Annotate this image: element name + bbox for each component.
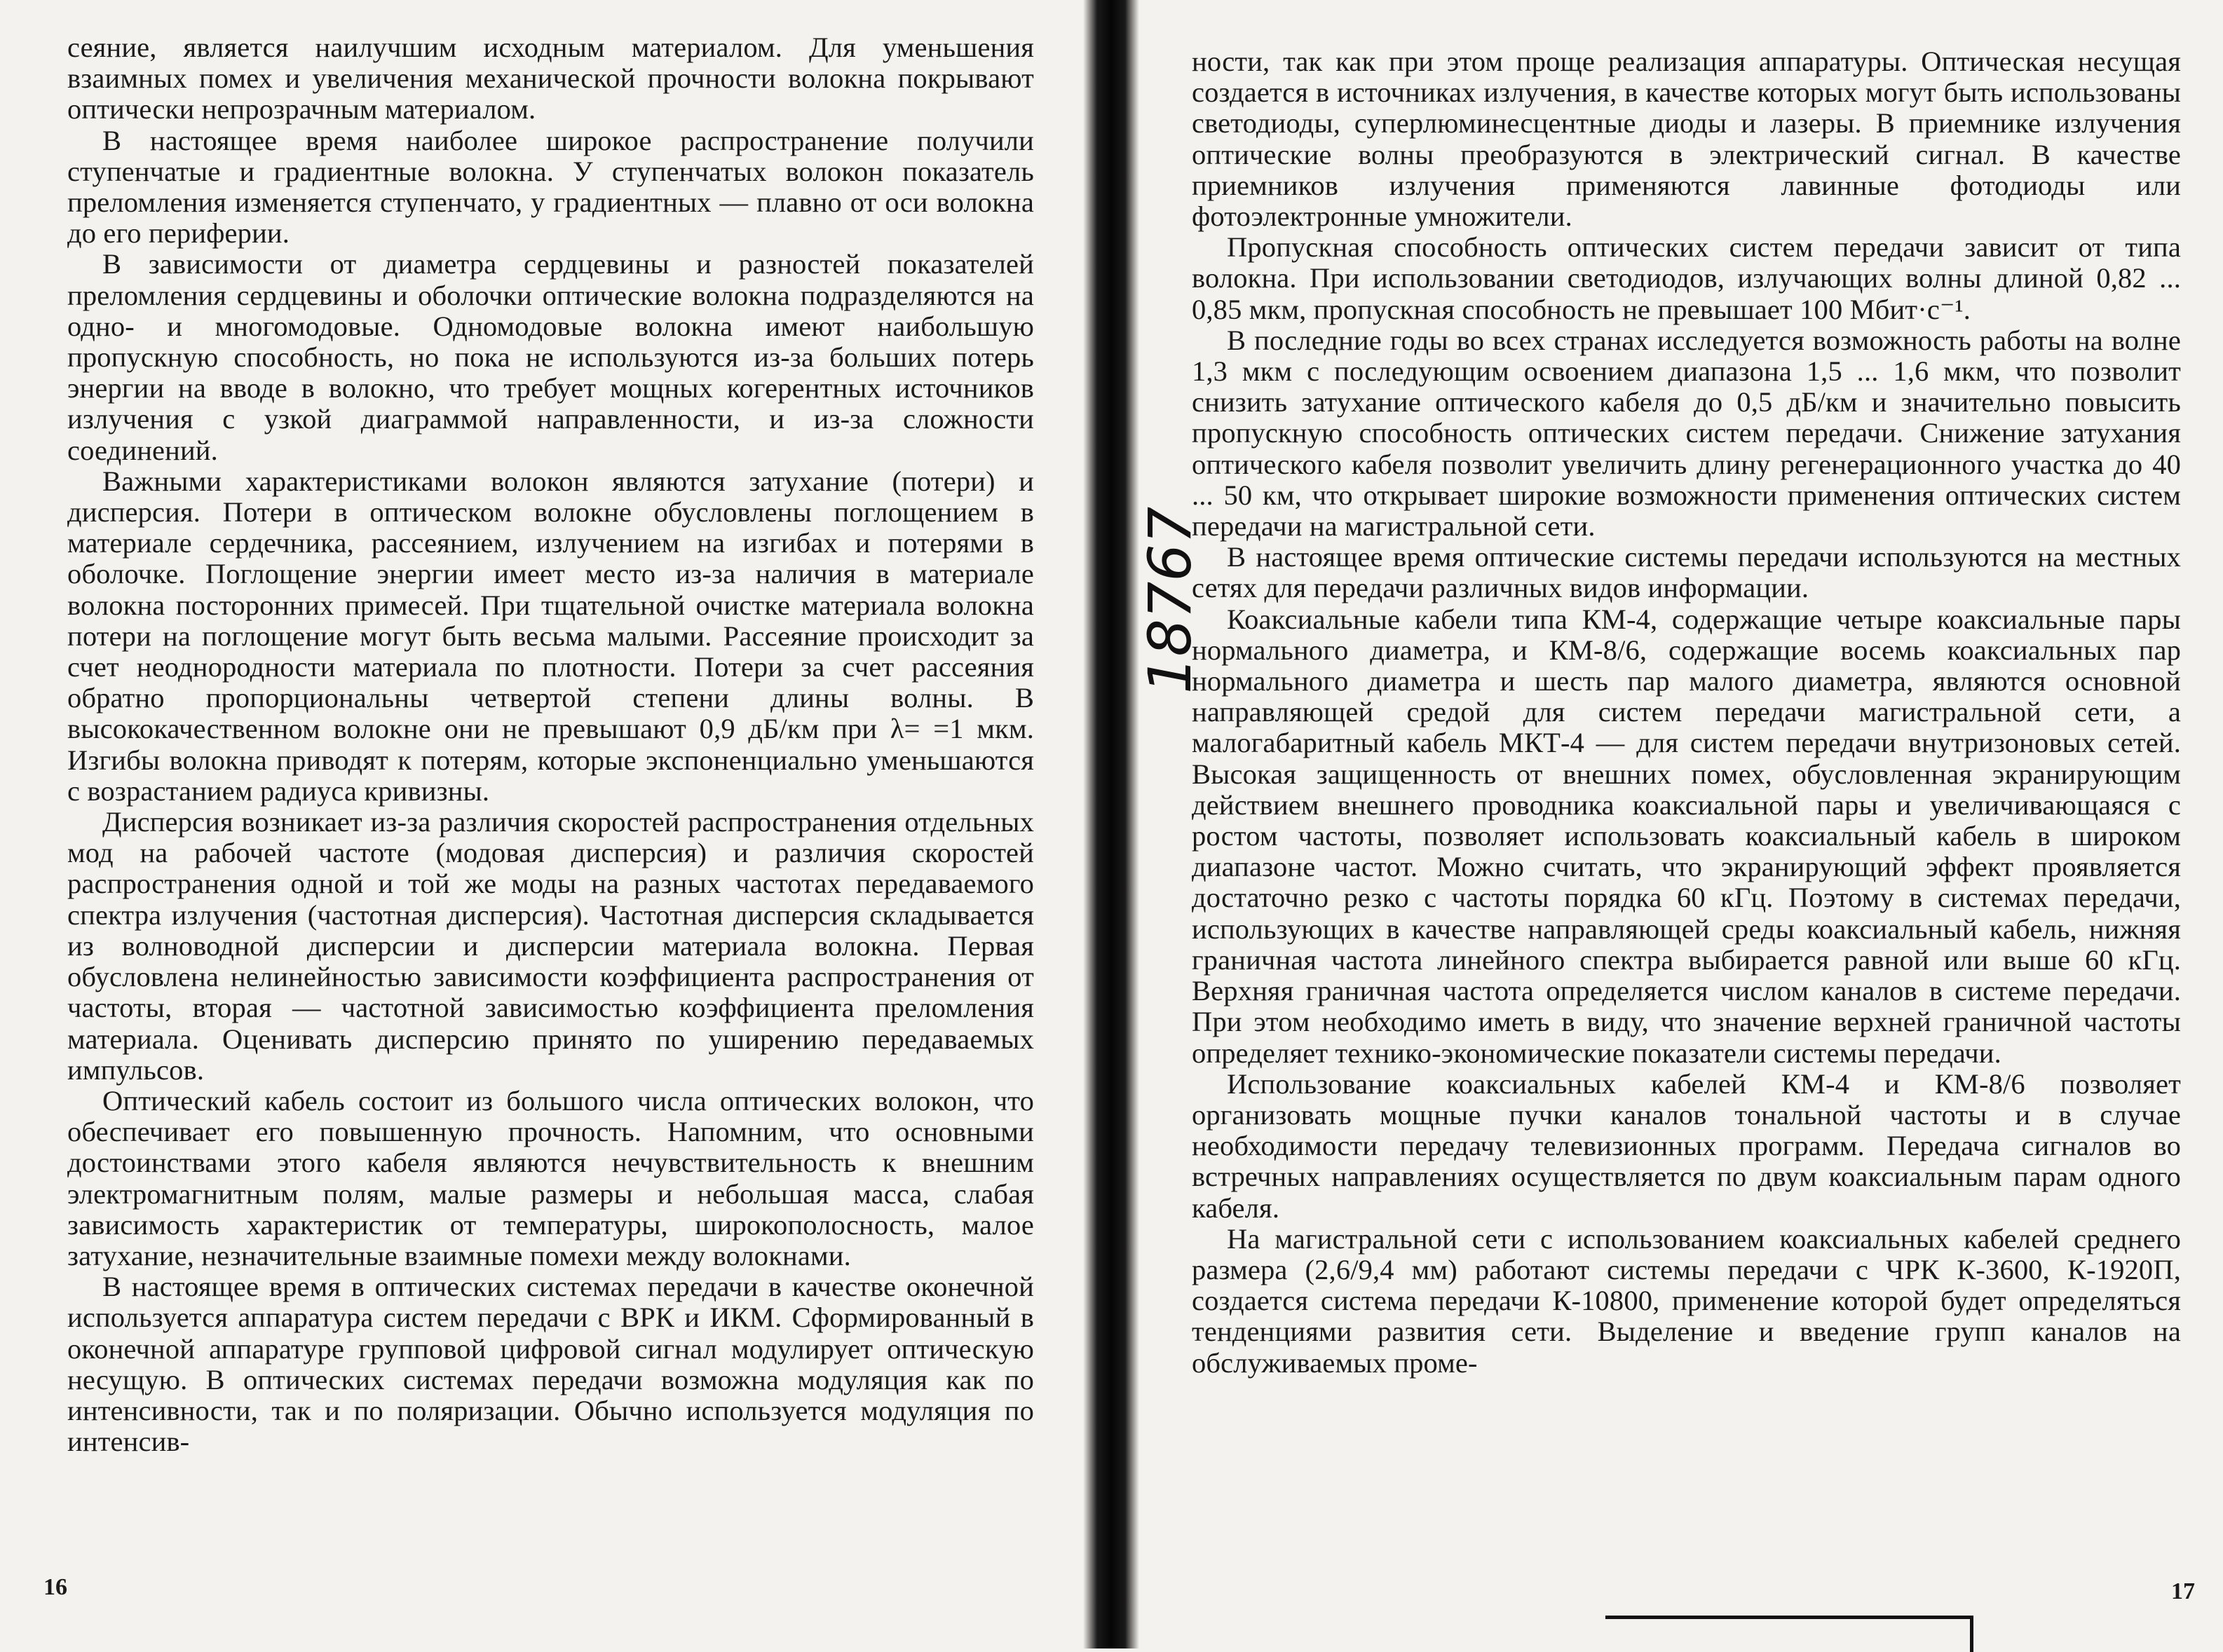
left-page-text [67, 32, 1034, 1457]
paragraph: Коаксиальные кабели типа КМ-4, содержащие четыре коаксиальные пары нормального диаметра, и КМ-8/6, содержащие восемь коаксиальных пар нормального диаметра и шесть пар малого диаметра, являются основной направляющей средой для систем передачи магистральной сети, а малогабаритный кабель МКТ-4 — для систем передачи внутризоновых сетей. Высокая защищенность от внешних помех, обусловленная экранирующим действием внешнего проводника коаксиальной пары и увеличивающаяся с ростом частоты, позволяет использовать коаксиальный кабель в широком диапазоне частот. Можно считать, что экранирующий эффект проявляется достаточно резко с частоты порядка 60 кГц. Поэтому в системах передачи, использующих в качестве направляющей среды коаксиальный кабель, нижняя граничная частота линейного спектра выбирается равной или выше 60 кГц. Верхняя граничная частота определяется числом каналов в системе передачи. При этом необходимо иметь в виду, что значение верхней граничной частоты определяет технико-экономические показатели системы передачи. [1192, 603, 2181, 1069]
paragraph: На магистральной сети с использованием коаксиальных кабелей среднего размера (2,6/9,4 мм) работают системы передачи с ЧРК К-3600, К-1920П, создается система передачи К-10800, применение которой будет определяться тенденциями развития сети. Выделение и введение групп каналов на обслуживаемых проме- [1192, 1222, 2181, 1379]
book-gutter [1083, 0, 1139, 1648]
paragraph: сеяние, является наилучшим исходным материалом. Для уменьшения взаимных помех и увеличения механической прочности волокна покрывают оптически непрозрачным материалом. [67, 32, 1034, 125]
right-page-text [1192, 46, 2181, 1379]
handwritten-annotation: 18767 [1136, 506, 1204, 694]
paragraph: В настоящее время оптические системы передачи используются на местных сетях для передачи различных видов информации. [1192, 541, 2181, 604]
paragraph: В последние годы во всех странах исследуется возможность работы на волне 1,3 мкм с последующим освоением диапазона 1,5 ... 1,6 мкм, что позволит снизить затухание оптического кабеля до 0,5 дБ/км и значительно повысить пропускную способность оптических систем передачи. Снижение затухания оптического кабеля позволит увеличить длину регенерационного участка до 40 ... 50 км, что открывает широкие возможности применения оптических систем передачи на магистральной сети. [1192, 324, 2181, 542]
right-page [1139, 0, 2223, 1648]
paragraph: В настоящее время наиболее широкое распространение получили ступенчатые и градиентные волокна. У ступенчатых волокон показатель преломления изменяется ступенчато, у градиентных — плавно от оси волокна до его периферии. [67, 124, 1034, 250]
paragraph: В настоящее время в оптических системах передачи в качестве оконечной используется аппаратура систем передачи с ВРК и ИКМ. Сформированный в оконечной аппаратуре групповой цифровой сигнал модулирует оптическую несущую. В оптических системах передачи возможна модуляция как по интенсивности, так и по поляризации. Обычно используется модуляция по интенсив- [67, 1271, 1034, 1458]
left-page [0, 0, 1083, 1648]
stamp-frame [1605, 1616, 1973, 1652]
page-number-right: 17 [2171, 1578, 2195, 1604]
paragraph: В зависимости от диаметра сердцевины и разностей показателей преломления сердцевины и оболочки оптические волокна подразделяются на одно- и многомодовые. Одномодовые волокна имеют наибольшую пропускную способность, но пока не используются из-за больших потерь энергии на вводе в волокно, что требует мощных когерентных источников излучения с узкой диаграммой направленности, и из-за сложности соединений. [67, 248, 1034, 466]
paragraph: Оптический кабель состоит из большого числа оптических волокон, что обеспечивает его повышенную прочность. Напомним, что основными достоинствами этого кабеля являются нечувствительность к внешним электромагнитным полям, малые размеры и небольшая масса, слабая зависимость характеристик от температуры, широкополосность, малое затухание, незначительные взаимные помехи между волокнами. [67, 1084, 1034, 1271]
paragraph: Дисперсия возникает из-за различия скоростей распространения отдельных мод на рабочей частоте (модовая дисперсия) и различия скоростей распространения одной и той же моды на разных частотах передаваемого спектра излучения (частотная дисперсия). Частотная дисперсия складывается из волноводной дисперсии и дисперсии материала волокна. Первая обусловлена нелинейностью зависимости коэффициента распространения от частоты, вторая — частотной зависимостью коэффициента преломления материала. Оценивать дисперсию принято по уширению передаваемых импульсов. [67, 806, 1034, 1086]
paragraph: Важными характеристиками волокон являются затухание (потери) и дисперсия. Потери в оптическом волокне обусловлены поглощением в материале сердечника, рассеянием, излучением на изгибах и потерями в оболочке. Поглощение энергии имеет место из-за наличия в материале волокна посторонних примесей. При тщательной очистке материала волокна потери на поглощение могут быть весьма малыми. Рассеяние происходит за счет неоднородности материала по плотности. Потери за счет рассеяния обратно пропорциональны четвертой степени длины волны. В высококачественном волокне они не превышают 0,9 дБ/км при λ= =1 мкм. Изгибы волокна приводят к потерям, которые экспоненциально уменьшаются с возрастанием радиуса кривизны. [67, 465, 1034, 807]
paragraph: Использование коаксиальных кабелей КМ-4 и КМ-8/6 позволяет организовать мощные пучки каналов тональной частоты и в случае необходимости передачу телевизионных программ. Передача сигналов во встречных направлениях осуществляется по двум коаксиальным парам одного кабеля. [1192, 1067, 2181, 1224]
paragraph: Пропускная способность оптических систем передачи зависит от типа волокна. При использовании светодиодов, излучающих волны длиной 0,82 ... 0,85 мкм, пропускная способность не превышает 100 Мбит·с⁻¹. [1192, 231, 2181, 325]
paragraph: ности, так как при этом проще реализация аппаратуры. Оптическая несущая создается в источниках излучения, в качестве которых могут быть использованы светодиоды, суперлюминесцентные диоды и лазеры. В приемнике излучения оптические волны преобразуются в электрический сигнал. В качестве приемников излучения применяются лавинные фотодиоды или фотоэлектронные умножители. [1192, 46, 2181, 233]
page-number-left: 16 [43, 1574, 67, 1600]
